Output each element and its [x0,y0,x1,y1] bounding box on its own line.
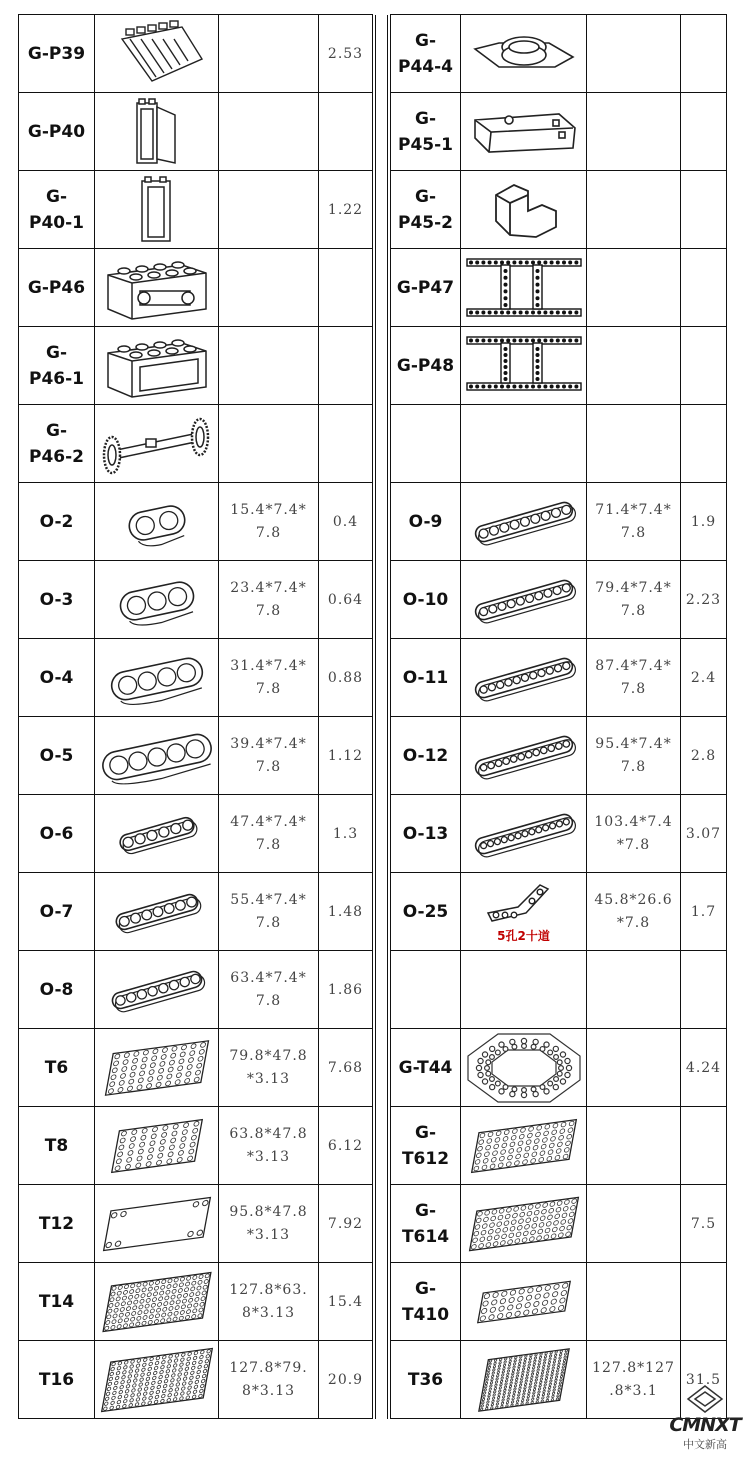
plate-6x8-icon [98,1113,216,1179]
part-size-cell [587,1107,681,1185]
table-row [19,717,727,795]
part-weight-cell: 7.68 [319,1029,373,1107]
part-size-cell: 79.4*7.4* 7.8 [587,561,681,639]
part-code-cell: O-6 [19,795,95,873]
part-size-cell [219,171,319,249]
door-frame-icon [132,175,182,245]
column-divider [373,405,391,483]
step-block-piece-icon [484,175,564,245]
curved-slope-piece-icon [102,19,212,89]
beam-13-hole-icon [465,803,583,865]
part-code-cell: O-3 [19,561,95,639]
table-row [19,795,727,873]
part-weight-cell [319,405,373,483]
part-size-cell [587,1263,681,1341]
column-divider [373,483,391,561]
part-weight-cell: 2.4 [681,639,727,717]
part-size-cell: 71.4*7.4* 7.8 [587,483,681,561]
part-code-cell: G- T614 [391,1185,461,1263]
column-divider [373,951,391,1029]
part-size-cell [219,93,319,171]
part-image-cell [461,249,587,327]
part-weight-cell [681,15,727,93]
part-size-cell [587,951,681,1029]
column-divider [373,1029,391,1107]
column-divider [373,15,391,93]
column-divider [373,717,391,795]
part-image-cell [461,405,587,483]
beam-8-hole-icon [98,959,216,1021]
part-weight-cell: 0.88 [319,639,373,717]
watermark-logo-icon [682,1384,728,1414]
plate-4x10-icon [465,1269,583,1335]
part-weight-cell [681,405,727,483]
part-code-cell: O-13 [391,795,461,873]
part-code-cell: G-T44 [391,1029,461,1107]
part-code-cell: G- T410 [391,1263,461,1341]
part-code-cell [391,951,461,1029]
part-image-cell [95,15,219,93]
part-code-cell: T36 [391,1341,461,1419]
column-divider [373,171,391,249]
part-image-cell [95,1263,219,1341]
part-weight-cell: 3.07 [681,795,727,873]
part-size-cell: 127.8*63. 8*3.13 [219,1263,319,1341]
table-row [19,951,727,1029]
part-image-cell [461,15,587,93]
part-image-cell [95,717,219,795]
part-image-cell [461,1107,587,1185]
part-size-cell [219,405,319,483]
part-size-cell: 39.4*7.4* 7.8 [219,717,319,795]
table-row [19,639,727,717]
parts-catalog-table [18,14,727,1419]
table-row [19,93,727,171]
part-code-cell: O-4 [19,639,95,717]
column-divider [373,795,391,873]
part-size-cell: 95.8*47.8 *3.13 [219,1185,319,1263]
part-size-cell: 31.4*7.4* 7.8 [219,639,319,717]
table-row [19,1107,727,1185]
part-image-cell [95,639,219,717]
wheel-axle-assembly-icon [98,411,216,477]
part-weight-cell: 1.48 [319,873,373,951]
part-image-cell [461,639,587,717]
table-row [19,1029,727,1107]
part-image-cell [461,1029,587,1107]
part-weight-cell: 1.3 [319,795,373,873]
part-image-cell [461,717,587,795]
bent-beam-icon [474,879,574,925]
part-size-cell [587,405,681,483]
part-size-cell [587,171,681,249]
part-size-cell [587,1185,681,1263]
part-code-cell: O-8 [19,951,95,1029]
beam-12-hole-icon [465,725,583,787]
part-code-cell: T8 [19,1107,95,1185]
column-divider [373,561,391,639]
part-weight-cell: 20.9 [319,1341,373,1419]
part-size-cell: 23.4*7.4* 7.8 [219,561,319,639]
part-weight-cell [681,93,727,171]
part-size-cell: 15.4*7.4* 7.8 [219,483,319,561]
part-weight-cell: 1.86 [319,951,373,1029]
part-size-cell: 95.4*7.4* 7.8 [587,717,681,795]
table-row [19,561,727,639]
part-image-cell [95,483,219,561]
part-image-cell [461,171,587,249]
watermark [668,1384,742,1452]
beam-4-hole-icon [98,647,216,709]
part-size-cell: 127.8*127 .8*3.1 [587,1341,681,1419]
part-code-cell: O-12 [391,717,461,795]
part-code-cell: G- P40-1 [19,171,95,249]
part-weight-cell [681,327,727,405]
plate-6x12-icon [465,1113,583,1179]
part-size-cell: 79.8*47.8 *3.13 [219,1029,319,1107]
part-weight-cell: 2.23 [681,561,727,639]
h-frame-beams-icon [463,255,585,321]
part-weight-cell [681,1107,727,1185]
part-code-cell: G- P45-1 [391,93,461,171]
part-image-cell [95,1341,219,1419]
part-size-cell [587,327,681,405]
part-code-cell: G-P47 [391,249,461,327]
part-size-cell [587,1029,681,1107]
part-image-cell [95,1107,219,1185]
part-weight-cell: 1.7 [681,873,727,951]
part-image-cell [461,1341,587,1419]
beam-10-hole-icon [465,569,583,631]
part-image-cell [461,1263,587,1341]
table-row [19,171,727,249]
part-image-cell [461,93,587,171]
plate-16x16-icon [465,1347,583,1413]
part-size-cell: 63.4*7.4* 7.8 [219,951,319,1029]
window-brick-icon [102,331,212,401]
table-row [19,15,727,93]
h-frame-beams-tall-icon [463,333,585,399]
part-code-cell: T14 [19,1263,95,1341]
part-image-cell [461,795,587,873]
part-weight-cell: 15.4 [319,1263,373,1341]
part-weight-cell: 1.22 [319,171,373,249]
octagon-ring-plate-icon [464,1030,584,1106]
plate-8x16-icon [98,1269,216,1335]
column-divider [373,93,391,171]
part-code-cell: G- P44-4 [391,15,461,93]
part-code-cell: O-2 [19,483,95,561]
part-size-cell: 127.8*79. 8*3.13 [219,1341,319,1419]
part-code-cell: G-P40 [19,93,95,171]
part-image-cell [95,249,219,327]
part-size-cell: 47.4*7.4* 7.8 [219,795,319,873]
part-image-cell [95,561,219,639]
part-image-cell [95,1029,219,1107]
part-size-cell: 63.8*47.8 *3.13 [219,1107,319,1185]
part-size-cell [587,15,681,93]
part-code-cell: G- P45-2 [391,171,461,249]
part-code-cell: G- P46-2 [19,405,95,483]
column-divider [373,873,391,951]
part-size-cell [587,249,681,327]
part-weight-cell [681,951,727,1029]
column-divider [373,1263,391,1341]
brick-with-axle-icon [102,253,212,323]
watermark-text: CMNXT [669,1414,741,1436]
part-weight-cell: 2.8 [681,717,727,795]
part-code-cell: T12 [19,1185,95,1263]
part-image-cell [461,483,587,561]
part-code-cell: T16 [19,1341,95,1419]
part-image-cell [95,795,219,873]
tile-6x12-icon [98,1191,216,1257]
part-code-cell: G-P46 [19,249,95,327]
part-image-cell [461,561,587,639]
door-frame-with-door-icon [127,97,187,167]
part-code-cell: G-P48 [391,327,461,405]
part-image-cell [95,327,219,405]
part-image-cell [95,951,219,1029]
plate-6x10-icon [98,1035,216,1101]
part-weight-cell [681,171,727,249]
table-row [19,1263,727,1341]
part-size-cell: 103.4*7.4 *7.8 [587,795,681,873]
part-size-cell: 87.4*7.4* 7.8 [587,639,681,717]
part-weight-cell: 4.24 [681,1029,727,1107]
part-code-cell: O-11 [391,639,461,717]
part-image-cell [95,171,219,249]
part-code-cell: O-10 [391,561,461,639]
part-size-cell: 55.4*7.4* 7.8 [219,873,319,951]
part-code-cell: O-9 [391,483,461,561]
part-weight-cell [319,327,373,405]
part-image-cell [95,93,219,171]
part-size-cell [219,15,319,93]
part-code-cell [391,405,461,483]
table-row [19,249,727,327]
beam-7-hole-icon [98,881,216,943]
part-weight-cell: 0.64 [319,561,373,639]
part-image-cell [461,1185,587,1263]
part-weight-cell: 1.9 [681,483,727,561]
beam-11-hole-icon [465,647,583,709]
plate-10x16-icon [98,1347,216,1413]
column-divider [373,639,391,717]
part-image-cell [95,405,219,483]
table-row [19,1341,727,1419]
column-divider [373,1107,391,1185]
part-image-cell [95,873,219,951]
part-weight-cell: 7.92 [319,1185,373,1263]
part-weight-cell [319,249,373,327]
part-code-cell: G- P46-1 [19,327,95,405]
part-weight-cell: 7.5 [681,1185,727,1263]
part-weight-cell [681,1263,727,1341]
winged-ring-piece-icon [469,21,579,87]
part-note: 5孔2十道 [497,929,550,943]
table-row [19,483,727,561]
table-row [19,1185,727,1263]
part-image-cell [95,1185,219,1263]
part-size-cell [219,249,319,327]
part-code-cell: G- T612 [391,1107,461,1185]
beam-9-hole-icon [465,491,583,553]
part-code-cell: O-7 [19,873,95,951]
beam-2-hole-icon [98,491,216,553]
beam-6-hole-icon [98,803,216,865]
part-size-cell: 45.8*26.6 *7.8 [587,873,681,951]
beam-3-hole-icon [98,569,216,631]
column-divider [373,1341,391,1419]
part-weight-cell: 6.12 [319,1107,373,1185]
table-row [19,327,727,405]
part-code-cell: T6 [19,1029,95,1107]
watermark-subtext: 中文新高 [683,1438,727,1451]
part-weight-cell: 2.53 [319,15,373,93]
part-weight-cell [681,249,727,327]
part-code-cell: O-5 [19,717,95,795]
part-weight-cell: 1.12 [319,717,373,795]
part-image-cell [461,327,587,405]
column-divider [373,249,391,327]
column-divider [373,1185,391,1263]
table-row [19,405,727,483]
plate-6x14-icon [465,1191,583,1257]
table-row [19,873,727,951]
hinge-plate-piece-icon [469,102,579,162]
part-weight-cell [319,93,373,171]
beam-5-hole-icon [98,725,216,787]
part-weight-cell: 0.4 [319,483,373,561]
part-image-cell [461,873,587,951]
column-divider [373,327,391,405]
part-image-cell [461,951,587,1029]
part-code-cell: O-25 [391,873,461,951]
part-size-cell [219,327,319,405]
part-code-cell: G-P39 [19,15,95,93]
part-weight-cell: 31.5 [681,1341,727,1419]
part-size-cell [587,93,681,171]
